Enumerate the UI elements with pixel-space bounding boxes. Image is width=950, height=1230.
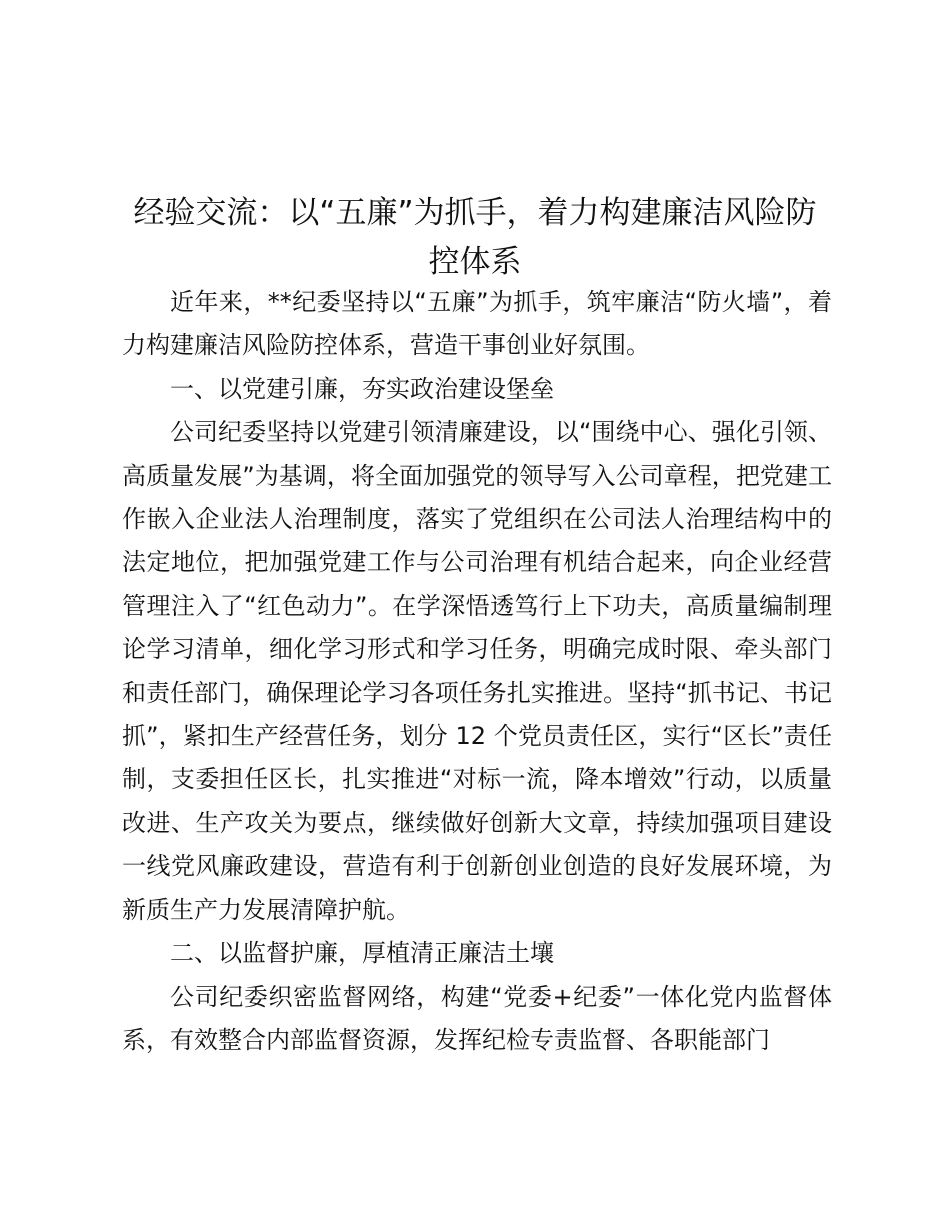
document-title: 经验交流：以“五廉”为抓手，着力构建廉洁风险防控体系 xyxy=(133,194,817,280)
section-1-heading: 一、以党建引廉，夯实政治建设堡垒 xyxy=(170,374,554,403)
section-2-paragraph: 公司纪委织密监督网络，构建“党委+纪委”一体化党内监督体系，有效整合内部监督资源，发挥纪检专责监督、各职能部门 xyxy=(122,982,832,1054)
section-2-heading: 二、以监督护廉，厚植清正廉洁土壤 xyxy=(170,939,554,968)
document-body xyxy=(122,281,832,1062)
intro-paragraph: 近年来，**纪委坚持以“五廉”为抓手，筑牢廉洁“防火墙”，着力构建廉洁风险防控体系，营造干事创业好氛围。 xyxy=(122,288,832,360)
section-1-paragraph: 公司纪委坚持以党建引领清廉建设，以“围绕中心、强化引领、高质量发展”为基调，将全面加强党的领导写入公司章程，把党建工作嵌入企业法人治理制度，落实了党组织在公司法人治理结构中的法定地位，把加强党建工作与公司治理有机结合起来，向企业经营管理注入了“红色动力”。在学深悟透笃行上下功夫，高质量编制理论学习清单，细化学习形式和学习任务，明确完成时限、牵头部门和责任部门，确保理论学习各项任务扎实推进。坚持“抓书记、书记抓”，紧扣生产经营任务，划分 12 个党员责任区，实行“区长”责任制，支委担任区长，扎实推进“对标一流，降本增效”行动，以质量改进、生产攻关为要点，继续做好创新大文章，持续加强项目建设一线党风廉政建设，营造有利于创新创业创造的良好发展环境，为新质生产力发展清障护航。 xyxy=(122,418,832,924)
